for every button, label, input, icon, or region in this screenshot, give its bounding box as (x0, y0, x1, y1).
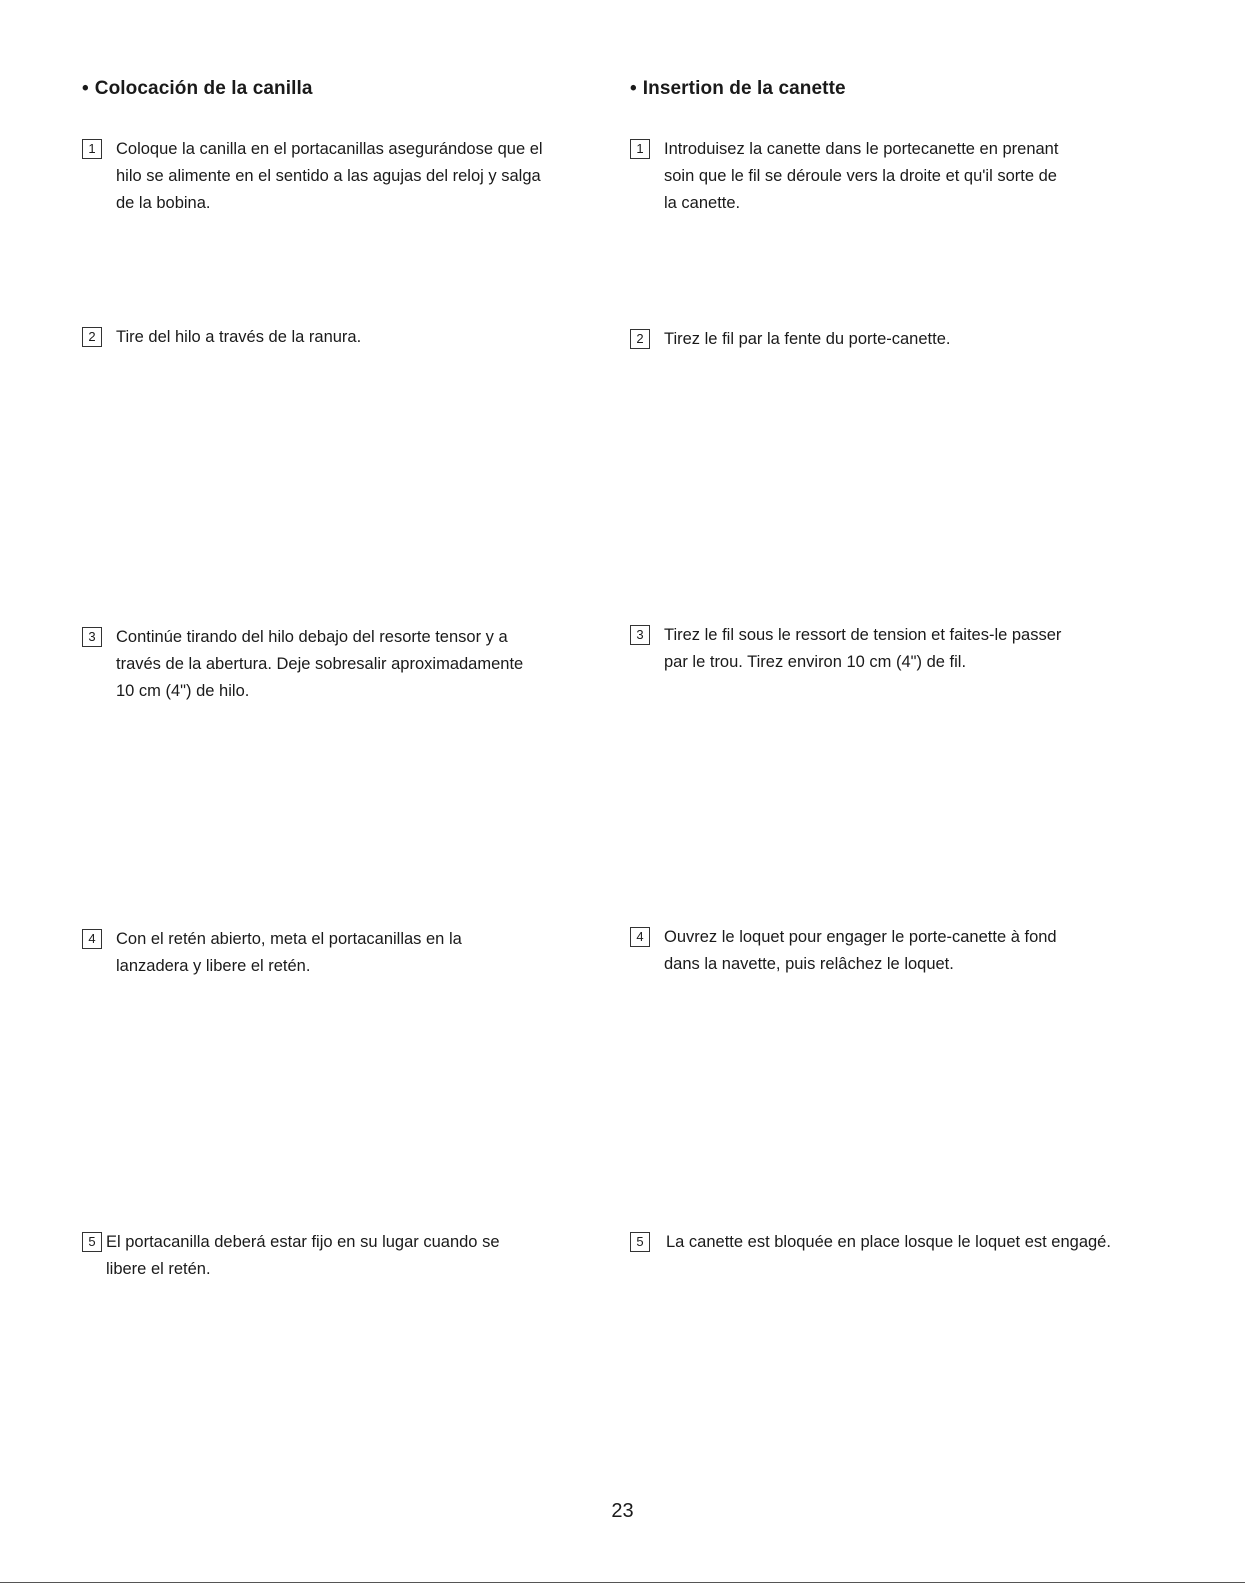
step-number-badge: 1 (82, 139, 102, 159)
step-text: La canette est bloquée en place losque le loquet est engagé. (666, 1233, 1111, 1251)
step-number-badge: 4 (630, 927, 650, 947)
french-step-2 (630, 326, 950, 353)
french-step-5 (630, 1229, 1111, 1256)
step-number-badge: 3 (630, 625, 650, 645)
step-text: Tirez le fil par la fente du porte-canette. (664, 330, 951, 348)
step-number-badge: 4 (82, 929, 102, 949)
step-text: Continúe tirando del hilo debajo del resorte tensor y a través de la abertura. Deje sobresalir aproximadamente 10 cm (4") de hilo. (116, 628, 524, 700)
step-number-badge: 2 (82, 327, 102, 347)
spanish-step-2 (82, 324, 361, 351)
spanish-step-1 (82, 136, 543, 217)
step-text: Con el retén abierto, meta el portacanillas en la lanzadera y libere el retén. (116, 930, 462, 975)
step-text: Ouvrez le loquet pour engager le porte-canette à fond dans la navette, puis relâchez le loquet. (664, 928, 1057, 973)
step-number-badge: 5 (630, 1232, 650, 1252)
bottom-rule (0, 1582, 1245, 1583)
step-number-badge: 2 (630, 329, 650, 349)
step-number-badge: 1 (630, 139, 650, 159)
step-number-badge: 5 (82, 1232, 102, 1252)
spanish-step-3 (82, 624, 523, 705)
page-number: 23 (611, 1500, 634, 1522)
bullet-icon: • (82, 78, 89, 99)
spanish-step-5 (82, 1229, 500, 1283)
french-step-1 (630, 136, 1058, 217)
bullet-icon: • (630, 78, 637, 99)
step-text: El portacanilla deberá estar fijo en su lugar cuando se libere el retén. (106, 1233, 500, 1278)
french-heading: • Insertion de la canette (630, 78, 846, 99)
step-text: Coloque la canilla en el portacanillas asegurándose que el hilo se alimente en el sentido a las agujas del reloj y salga de la bobina. (116, 140, 543, 212)
french-step-3 (630, 622, 1061, 676)
step-text: Introduisez la canette dans le portecanette en prenant soin que le fil se déroule vers la droite et qu'il sorte de la canette. (664, 140, 1059, 212)
step-text: Tire del hilo a través de la ranura. (116, 328, 362, 346)
step-number-badge: 3 (82, 627, 102, 647)
french-step-4 (630, 924, 1057, 978)
step-text: Tirez le fil sous le ressort de tension et faites-le passer par le trou. Tirez environ 10 cm (4") de fil. (664, 626, 1062, 671)
spanish-step-4 (82, 926, 462, 980)
spanish-heading: • Colocación de la canilla (82, 78, 313, 99)
